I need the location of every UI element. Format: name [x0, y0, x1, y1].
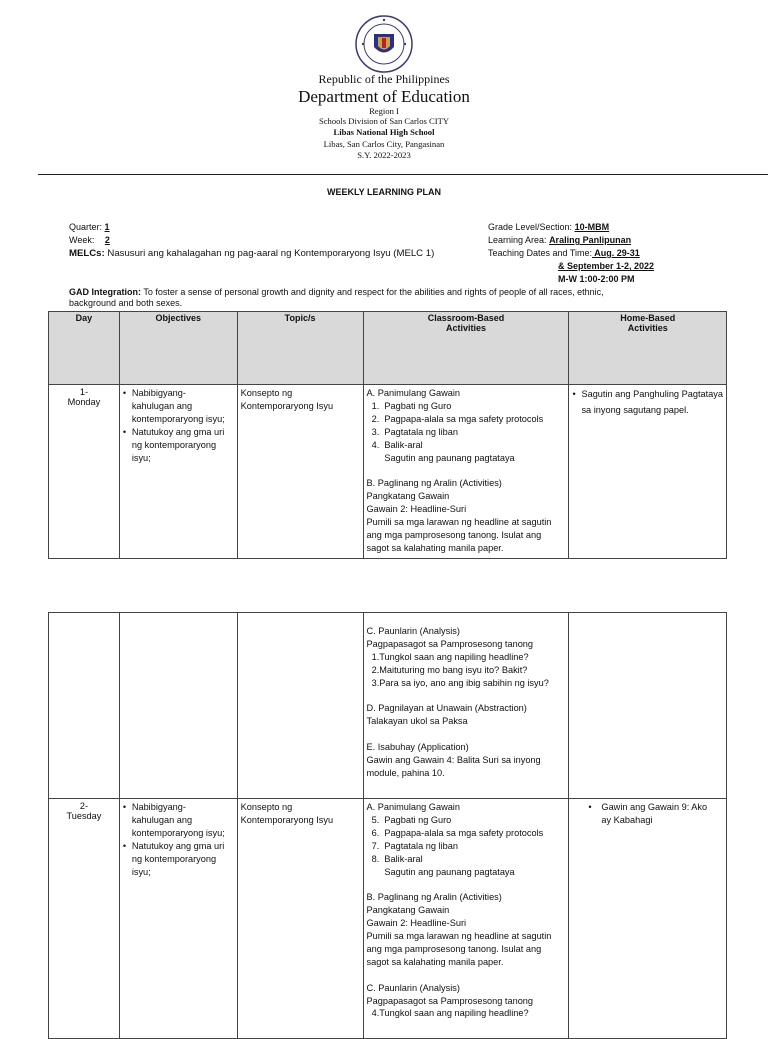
- weekly-plan-table: [48, 311, 727, 559]
- country-name: Republic of the Philippines: [318, 72, 450, 86]
- gad-integration: [69, 287, 729, 309]
- school-year: S.Y. 2022-2023: [357, 150, 411, 160]
- classroom-activities-cell: C. Paunlarin (Analysis) Pagpapasagot sa Pamprosesong tanong 1.Tungkol saan ang napiling headline? 2.Maituturing mo bang isyu ito? Bakit? 3.Para sa iyo, ano ang ibig sabihin ng isyu? D. Pagnilayan at Unawain (Abstraction) Talakayan ukol sa Paksa E. Isabuhay (Application) Gawin ang Gawain 4: Balita Suri sa inyong module, pahina 10.: [363, 613, 569, 799]
- day-cell: [49, 613, 120, 799]
- objectives-cell: [119, 799, 237, 1039]
- melcs-value: Nasusuri ang kahalagahan ng pag-aaral ng Kontemporaryong Isyu (MELC 1): [107, 248, 435, 259]
- home-activities-cell: [569, 385, 727, 559]
- region-name: Region I: [369, 106, 399, 116]
- grade-row: [488, 222, 609, 232]
- time-value: M-W 1:00-2:00 PM: [558, 274, 635, 284]
- week-label: Week:: [69, 235, 95, 245]
- dates-value: Aug. 29-31: [592, 248, 640, 258]
- weekly-plan-table-continued: [48, 612, 727, 1039]
- school-name: Libas National High School: [333, 127, 435, 137]
- header-home-activities: Home-Based Activities: [569, 312, 727, 385]
- grade-value: 10-MBM: [574, 222, 610, 232]
- plan-title: WEEKLY LEARNING PLAN: [326, 187, 441, 197]
- header-divider: [38, 174, 768, 175]
- header-classroom-activities: Classroom-Based Activities: [363, 312, 569, 385]
- header-topics: Topic/s: [237, 312, 363, 385]
- day-cell: 2- Tuesday: [49, 799, 120, 1039]
- school-address: Libas, San Carlos City, Pangasinan: [323, 139, 445, 149]
- dates-label: Teaching Dates and Time:: [488, 248, 593, 258]
- home-activities-cell: [569, 799, 727, 1039]
- deped-seal-logo: [354, 14, 414, 74]
- home-activities-cell: [569, 613, 727, 799]
- table-row: [49, 385, 727, 559]
- table-row: [49, 799, 727, 1039]
- division-name: Schools Division of San Carlos CITY: [318, 116, 450, 126]
- objective-item: • Nabibigyang- kahulugan ang kontemporaryong isyu;: [123, 801, 234, 840]
- area-value: Araling Panlipunan: [549, 235, 632, 245]
- quarter-label: Quarter:: [69, 222, 103, 232]
- table-header-row: [49, 312, 727, 385]
- classroom-activities-cell: A. Panimulang Gawain 5. Pagbati ng Guro 6. Pagpapa-alala sa mga safety protocols 7. Pagtatala ng liban 8. Balik-aral Sagutin ang paunang pagtataya B. Paglinang ng Aralin (Activities) Pangkatang Gawain Gawain 2: Headline-Suri Pumili sa mga larawan ng headline at sagutin ang mga pamprosesong tanong. Isulat ang sagot sa kalahating manila paper. C. Paunlarin (Analysis) Pagpapasagot sa Pamprosesong tanong 4.Tungkol saan ang napiling headline?: [363, 799, 569, 1039]
- day-cell: 1- Monday: [49, 385, 120, 559]
- classroom-activities-cell: A. Panimulang Gawain 1. Pagbati ng Guro 2. Pagpapa-alala sa mga safety protocols 3. Pagtatala ng liban 4. Balik-aral Sagutin ang paunang pagtataya B. Paglinang ng Aralin (Activities) Pangkatang Gawain Gawain 2: Headline-Suri Pumili sa mga larawan ng headline at sagutin ang mga pamprosesong tanong. Isulat ang sagot sa kalahating manila paper.: [363, 385, 569, 559]
- header-day: Day: [49, 312, 120, 385]
- objective-item: • Nabibigyang- kahulugan ang kontemporaryong isyu;: [123, 387, 234, 426]
- gad-value: To foster a sense of personal growth and dignity and respect for the abilities and rights of people of all races, ethnic,: [143, 287, 604, 297]
- objective-item: • Natutukoy ang gma uri ng kontemporaryong isyu;: [123, 840, 234, 879]
- dates-row: [488, 248, 640, 258]
- week-value: 2: [104, 235, 110, 245]
- objectives-cell: [119, 385, 237, 559]
- grade-label: Grade Level/Section:: [488, 222, 573, 232]
- dates-value-2: & September 1-2, 2022: [558, 261, 655, 271]
- home-activity-item: • Sagutin ang Panghuling Pagtataya sa inyong sagutang papel.: [572, 387, 723, 418]
- melcs-row: [69, 248, 434, 259]
- objective-item: • Natutukoy ang gma uri ng kontemporaryong isyu;: [123, 426, 234, 465]
- gad-label: GAD Integration:: [69, 287, 141, 297]
- objectives-cell: [119, 613, 237, 799]
- area-label: Learning Area:: [488, 235, 547, 245]
- home-activity-item: • Gawin ang Gawain 9: Ako ay Kabahagi: [588, 801, 723, 827]
- quarter-value: 1: [104, 222, 110, 232]
- area-row: [488, 235, 631, 245]
- table-row: [49, 613, 727, 799]
- topic-cell: Konsepto ng Kontemporaryong Isyu: [237, 385, 363, 559]
- topic-cell: [237, 613, 363, 799]
- gad-value-2: background and both sexes.: [69, 298, 183, 308]
- melcs-label: MELCs:: [69, 248, 105, 259]
- department-name: Department of Education: [298, 87, 470, 106]
- quarter-row: [69, 222, 110, 232]
- week-row: [69, 235, 110, 245]
- topic-cell: Konsepto ng Kontemporaryong Isyu: [237, 799, 363, 1039]
- header-objectives: Objectives: [119, 312, 237, 385]
